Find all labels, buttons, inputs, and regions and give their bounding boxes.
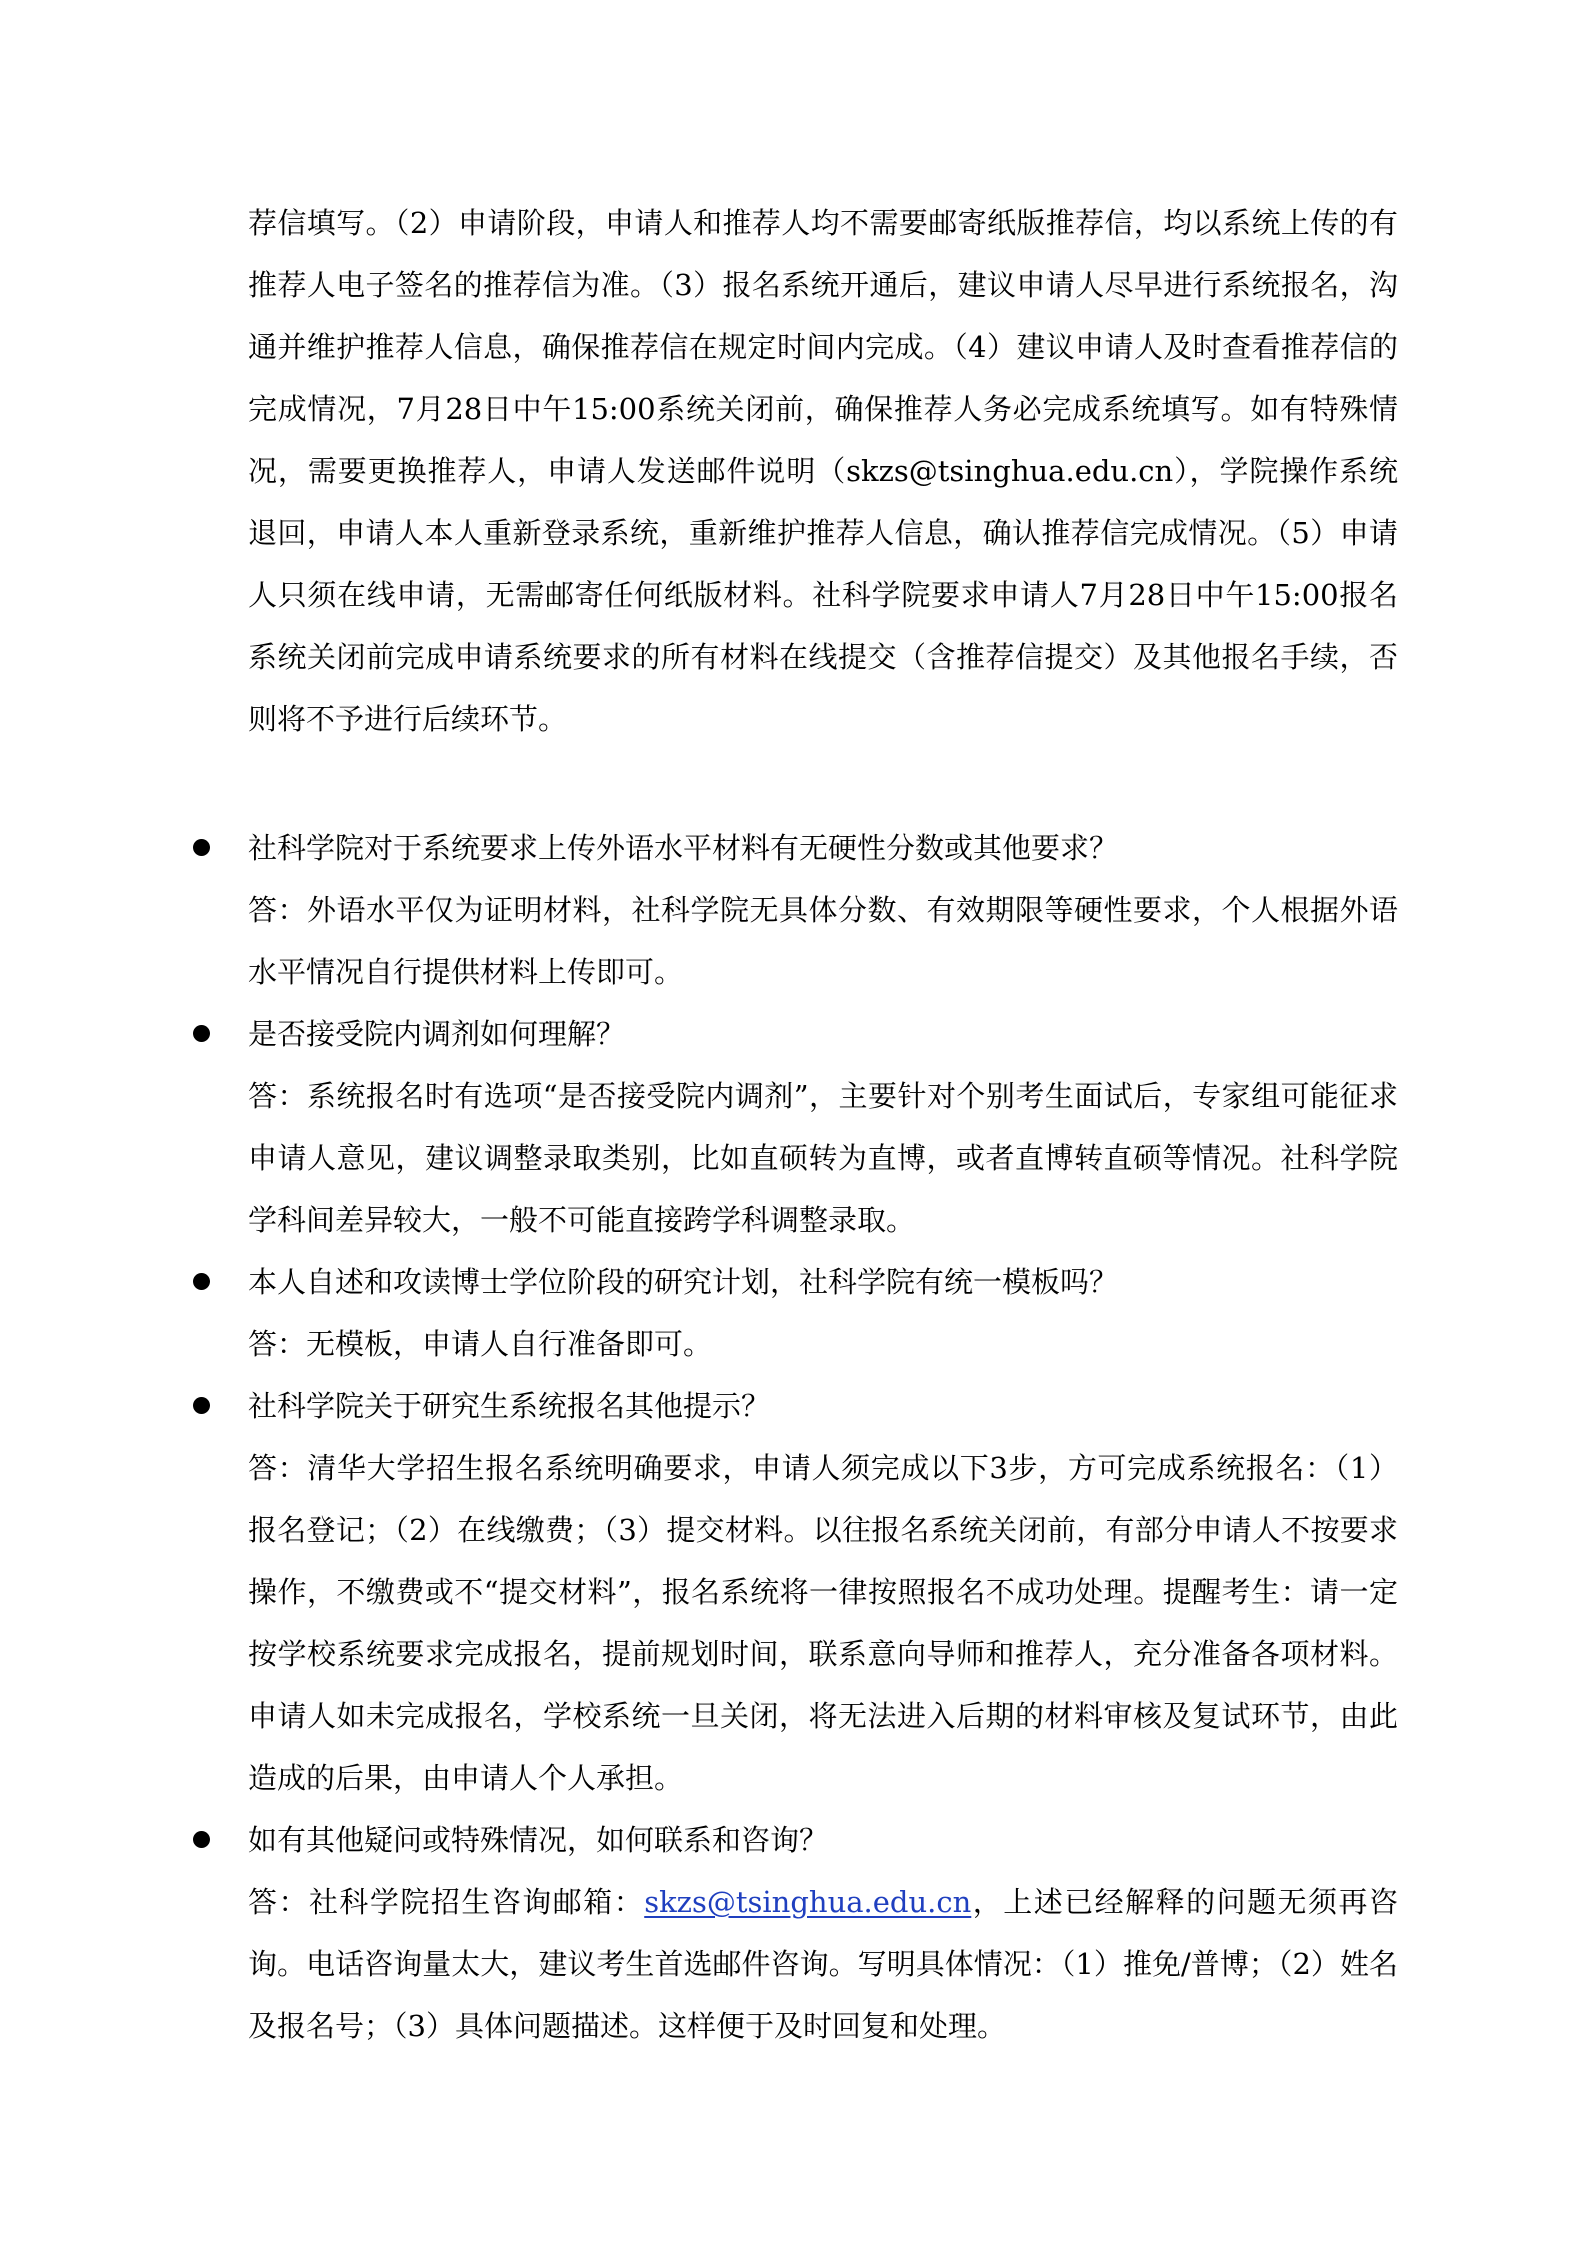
answer-suffix: ，上述已经解释的问题无须再咨询。电话咨询量太大，建议考生首选邮件咨询。写明具体情况：（1）推免/普博；（2）姓名及报名号；（3）具体问题描述。这样便于及时回复和处理。 bbox=[248, 1885, 1398, 2043]
bullet-icon bbox=[193, 1831, 210, 1848]
question-text: 社科学院对于系统要求上传外语水平材料有无硬性分数或其他要求？ bbox=[248, 831, 1119, 865]
answer-text: 答：系统报名时有选项“是否接受院内调剂”，主要针对个别考生面试后，专家组可能征求申请人意见，建议调整录取类别，比如直硕转为直博，或者直博转直硕等情况。社科学院学科间差异较大，一般不可能直接跨学科调整录取。 bbox=[248, 1079, 1398, 1237]
answer-prefix: 答：社科学院招生咨询邮箱： bbox=[248, 1885, 645, 1919]
faq-item-foreign-language bbox=[0, 817, 1587, 879]
answer-text: 答：外语水平仅为证明材料，社科学院无具体分数、有效期限等硬性要求，个人根据外语水平情况自行提供材料上传即可。 bbox=[248, 893, 1398, 989]
faq-item-internal-adjustment bbox=[0, 1003, 1587, 1065]
bullet-icon bbox=[193, 1025, 210, 1042]
bullet-icon bbox=[193, 839, 210, 856]
faq-item-contact bbox=[0, 1809, 1587, 1871]
faq-item-registration-tips bbox=[0, 1375, 1587, 1437]
question-text: 是否接受院内调剂如何理解？ bbox=[248, 1017, 626, 1051]
question-text: 社科学院关于研究生系统报名其他提示？ bbox=[248, 1389, 771, 1423]
email-link[interactable]: skzs@tsinghua.edu.cn bbox=[644, 1885, 972, 1919]
bullet-icon bbox=[193, 1397, 210, 1414]
answer-text bbox=[248, 1871, 1398, 2057]
bullet-icon bbox=[193, 1273, 210, 1290]
faq-item-research-plan-template bbox=[0, 1251, 1587, 1313]
answer-text: 答：无模板，申请人自行准备即可。 bbox=[248, 1327, 713, 1361]
answer-text: 答：清华大学招生报名系统明确要求，申请人须完成以下3步，方可完成系统报名：（1）报名登记；（2）在线缴费；（3）提交材料。以往报名系统关闭前，有部分申请人不按要求操作，不缴费或不“提交材料”，报名系统将一律按照报名不成功处理。提醒考生：请一定按学校系统要求完成报名，提前规划时间，联系意向导师和推荐人，充分准备各项材料。申请人如未完成报名，学校系统一旦关闭，将无法进入后期的材料审核及复试环节，由此造成的后果，由申请人个人承担。 bbox=[248, 1451, 1398, 1795]
question-text: 如有其他疑问或特殊情况，如何联系和咨询？ bbox=[248, 1823, 829, 1857]
intro-paragraph: 荐信填写。（2）申请阶段，申请人和推荐人均不需要邮寄纸版推荐信，均以系统上传的有推荐人电子签名的推荐信为准。（3）报名系统开通后，建议申请人尽早进行系统报名，沟通并维护推荐人信息，确保推荐信在规定时间内完成。（4）建议申请人及时查看推荐信的完成情况，7月28日中午15:00系统关闭前，确保推荐人务必完成系统填写。如有特殊情况，需要更换推荐人，申请人发送邮件说明（skzs@tsinghua.edu.cn），学院操作系统退回，申请人本人重新登录系统，重新维护推荐人信息，确认推荐信完成情况。（5）申请人只须在线申请，无需邮寄任何纸版材料。社科学院要求申请人7月28日中午15:00报名系统关闭前完成申请系统要求的所有材料在线提交（含推荐信提交）及其他报名手续，否则将不予进行后续环节。 bbox=[248, 206, 1398, 736]
question-text: 本人自述和攻读博士学位阶段的研究计划，社科学院有统一模板吗？ bbox=[248, 1265, 1119, 1299]
